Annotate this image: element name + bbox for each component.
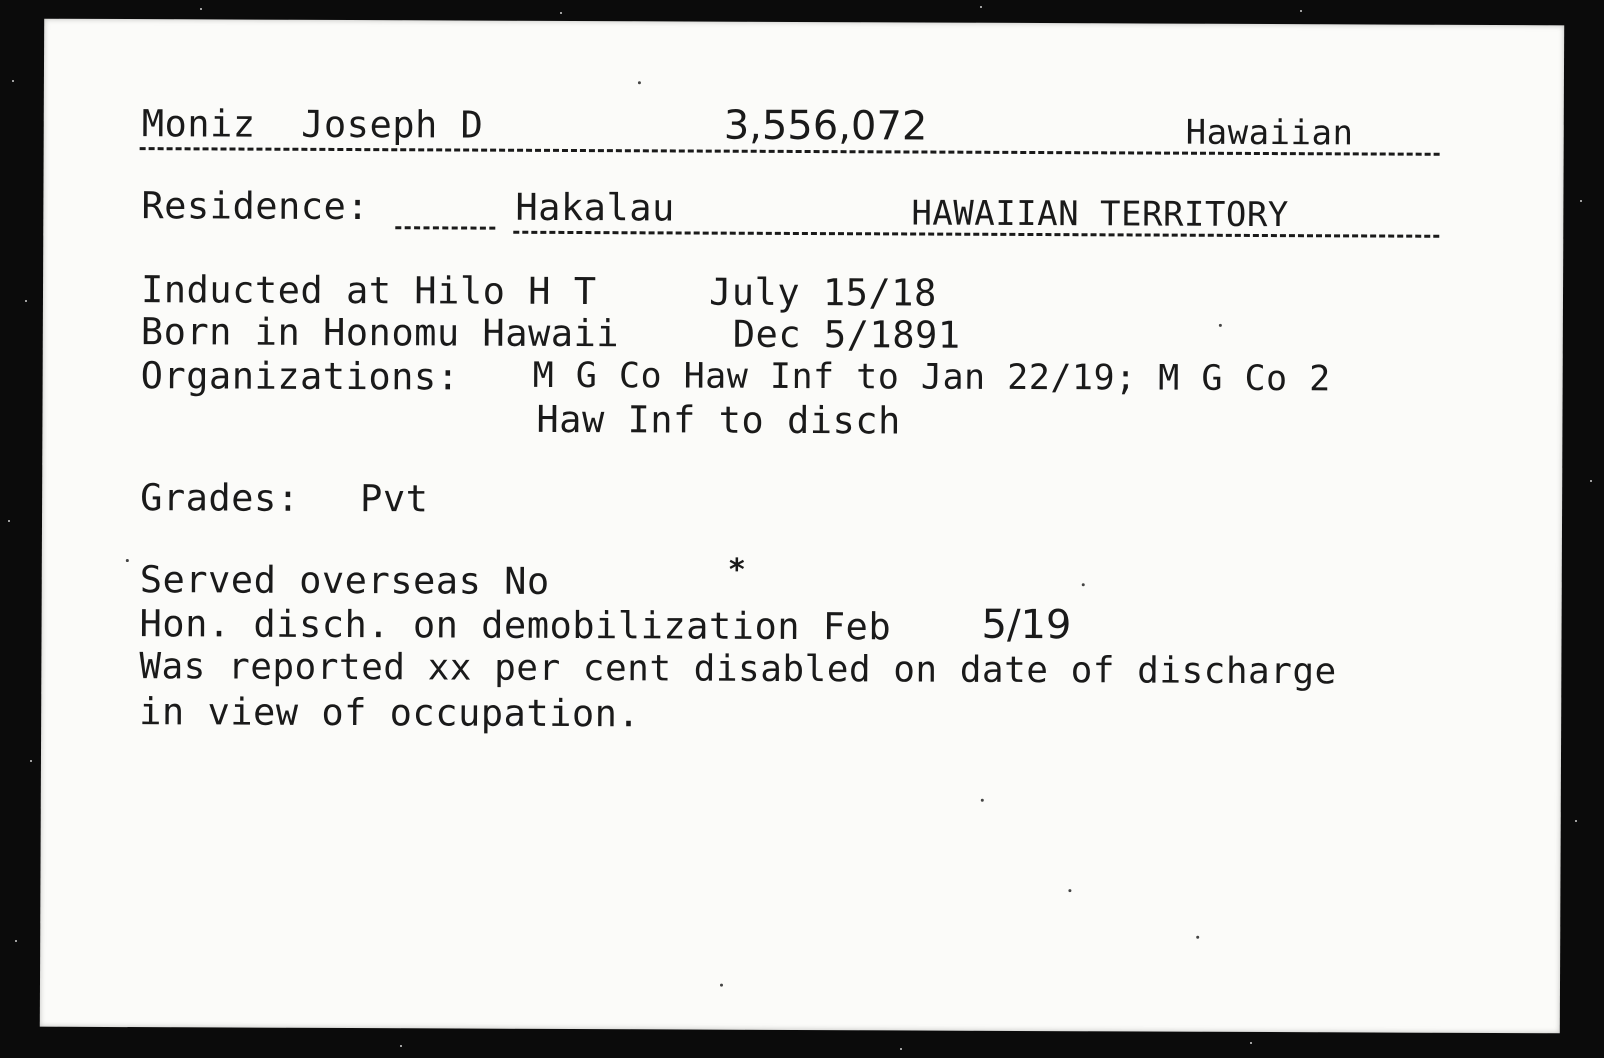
scan-speckle: [900, 1048, 902, 1050]
disability-line-2: in view of occupation.: [139, 690, 641, 736]
asterisk-mark: *: [727, 552, 747, 588]
served-overseas: Served overseas No: [139, 558, 550, 603]
disability-line-1: Was reported xx per cent disabled on date of discharge: [139, 646, 1337, 693]
stray-dot: [126, 559, 129, 562]
index-card: [40, 19, 1564, 1034]
residence-rule: [513, 231, 1439, 238]
discharge-text: Hon. disch. on demobilization Feb: [139, 602, 892, 649]
scan-speckle: [980, 6, 982, 8]
residence-label: Residence:: [141, 184, 370, 229]
service-number: 3,556,072: [723, 102, 928, 150]
residence-territory: HAWAIIAN TERRITORY: [911, 193, 1289, 236]
residence-town: Hakalau: [515, 185, 675, 230]
born-date: Dec 5/1891: [732, 312, 961, 357]
stray-dot: [638, 81, 641, 84]
scan-speckle: [1300, 10, 1302, 12]
soldier-name: Moniz Joseph D: [141, 102, 484, 147]
organizations-line-1: M G Co Haw Inf to Jan 22/19; M G Co 2: [532, 355, 1331, 400]
scan-speckle: [25, 300, 27, 302]
scan-speckle: [560, 12, 562, 14]
organizations-label: Organizations:: [140, 354, 460, 399]
inducted-date: July 15/18: [708, 270, 937, 315]
inducted-text: Inducted at Hilo H T: [140, 268, 597, 314]
scan-speckle: [12, 80, 14, 82]
stray-dot: [720, 984, 723, 987]
scan-speckle: [1575, 820, 1577, 822]
scan-speckle: [30, 760, 32, 762]
scan-speckle: [200, 8, 202, 10]
race: Hawaiian: [1185, 112, 1354, 154]
scan-speckle: [1580, 200, 1582, 202]
stray-dot: [1219, 324, 1222, 327]
organizations-line-2: Haw Inf to disch: [536, 397, 901, 443]
stray-dot: [1068, 889, 1071, 892]
stray-dot: [981, 799, 984, 802]
grades-label: Grades:: [140, 476, 300, 520]
stray-dot: [1196, 936, 1199, 939]
discharge-date: 5/19: [981, 601, 1072, 649]
residence-blank-rule: [395, 226, 495, 229]
scan-speckle: [1250, 1042, 1252, 1044]
scan-speckle: [400, 1045, 402, 1047]
born-text: Born in Honomu Hawaii: [140, 310, 620, 356]
grades-value: Pvt: [360, 477, 429, 521]
scan-speckle: [8, 520, 10, 522]
scan-speckle: [1590, 480, 1592, 482]
stray-dot: [1082, 583, 1085, 586]
scan-speckle: [15, 940, 17, 942]
